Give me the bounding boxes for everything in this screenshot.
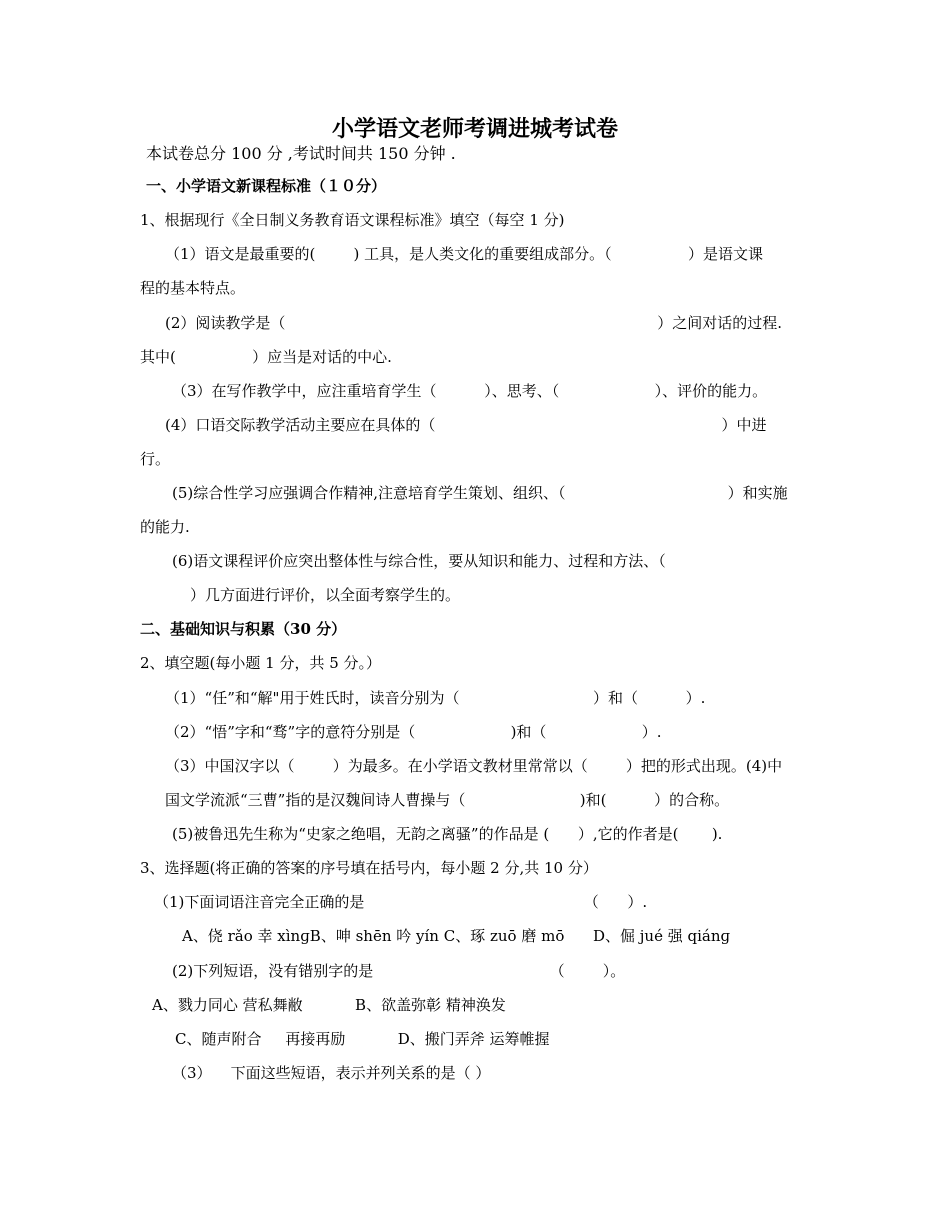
q2-item-2: （2）“悟”字和“骛”字的意符分别是（ )和（ ）. xyxy=(165,723,662,741)
q3-item-1-options: A、侥 rǎo 幸 xìnɡB、呻 shēn 吟 yín C、琢 zuō 磨 mō D、倔 jué 强 qiánɡ xyxy=(182,927,731,945)
q2-item-4: 国文学流派“三曹”指的是汉魏间诗人曹操与（ )和( ）的合称。 xyxy=(165,791,730,809)
page-title: 小学语文老师考调进城考试卷 xyxy=(331,116,618,142)
question-3: 3、选择题(将正确的答案的序号填在括号内，每小题 2 分,共 10 分） xyxy=(140,859,598,877)
q1-item-4-cont: 行。 xyxy=(140,450,171,468)
q1-item-2: (2）阅读教学是（ ）之间对话的过程. xyxy=(165,314,783,332)
q3-item-2-options-ab: A、戮力同心 营私舞敝 B、欲盖弥彰 精神涣发 xyxy=(152,996,506,1014)
q2-item-1: （1）“任”和“解"用于姓氏时，读音分别为（ ）和（ ）. xyxy=(165,689,706,707)
q3-item-2-options-cd: C、随声附合 再接再励 D、搬门弄斧 运筹帷握 xyxy=(175,1030,550,1048)
q1-item-6: (6)语文课程评价应突出整体性与综合性，要从知识和能力、过程和方法、（ xyxy=(172,552,666,570)
q1-item-4: (4）口语交际教学活动主要应在具体的（ ）中进 xyxy=(165,416,767,434)
q3-item-1: （1)下面词语注音完全正确的是 （ ）. xyxy=(154,893,648,911)
q1-item-5: (5)综合性学习应强调合作精神,注意培育学生策划、组织、（ ）和实施 xyxy=(172,484,788,502)
q1-item-1: （1）语文是最重要的( ) 工具，是人类文化的重要组成部分。（ ）是语文课 xyxy=(165,245,763,263)
q3-item-3: （3） 下面这些短语，表示并列关系的是（ ） xyxy=(172,1064,491,1082)
question-2: 2、填空题(每小题 1 分，共 5 分。） xyxy=(140,654,382,672)
q1-item-1-cont: 程的基本特点。 xyxy=(140,279,246,297)
question-1: 1、根据现行《全日制义务教育语文课程标准》填空（每空 1 分) xyxy=(140,211,565,229)
q3-item-2: (2)下列短语，没有错别字的是 （ ）。 xyxy=(172,962,626,980)
section1-heading: 一、小学语文新课程标准（１０分） xyxy=(146,177,387,195)
q1-item-5-cont: 的能力. xyxy=(140,518,190,536)
q1-item-6-cont: ）几方面进行评价，以全面考察学生的。 xyxy=(190,586,461,604)
q1-item-3: （3）在写作教学中，应注重培育学生（ ）、思考、（ ）、评价的能力。 xyxy=(172,382,768,400)
q2-item-5: (5)被鲁迅先生称为“史家之绝唱，无韵之离骚”的作品是 ( ）,它的作者是( ). xyxy=(172,825,723,843)
q2-item-3: （3）中国汉字以（ ）为最多。在小学语文教材里常常以（ ）把的形式出现。(4)中 xyxy=(165,757,783,775)
intro-text: 本试卷总分 100 分 ,考试时间共 150 分钟 . xyxy=(146,144,456,163)
section2-heading: 二、基础知识与积累（30 分） xyxy=(140,620,347,638)
q1-item-2-cont: 其中( ）应当是对话的中心. xyxy=(140,348,392,366)
